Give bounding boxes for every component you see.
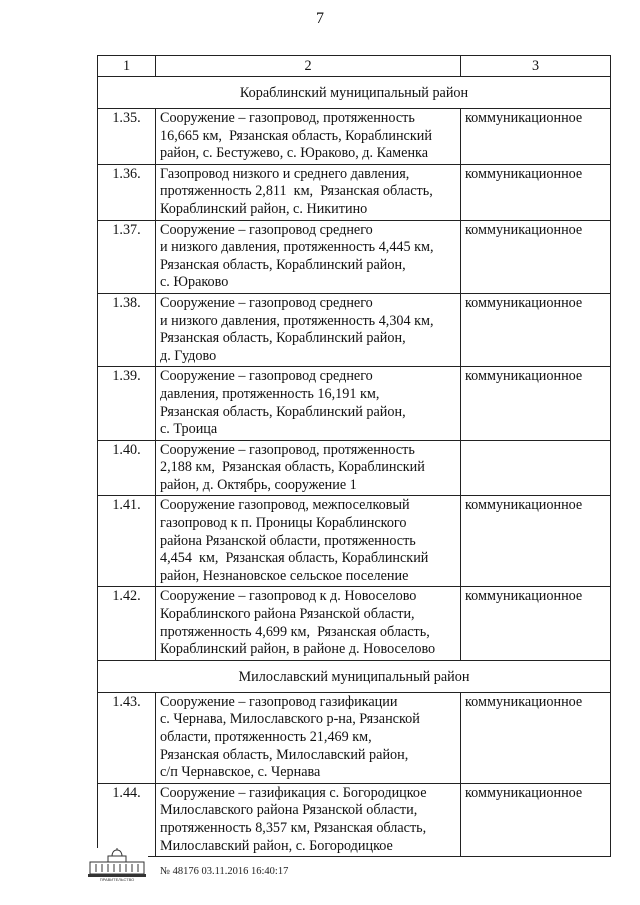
- object-description: [156, 220, 461, 293]
- section-row: [98, 660, 611, 692]
- table-row: [98, 293, 611, 366]
- description-line: Кораблинский район, с. Никитино: [160, 200, 368, 217]
- row-number: 1.37.: [98, 220, 156, 293]
- description-line: Сооружение – газопровод газификации: [160, 693, 398, 710]
- description-line: район, д. Октябрь, сооружение 1: [160, 476, 357, 493]
- description-line: и низкого давления, протяженность 4,445 км,: [160, 239, 434, 256]
- object-description: [156, 496, 461, 587]
- row-number: 1.38.: [98, 293, 156, 366]
- column-header: 2: [156, 56, 461, 77]
- description-line: с/п Чернавское, с. Чернава: [160, 764, 321, 781]
- description-line: Сооружение – газификация с. Богородицкое: [160, 784, 427, 801]
- description-line: Кораблинского района Рязанской области,: [160, 606, 415, 623]
- description-line: Милославского района Рязанской области,: [160, 802, 418, 819]
- description-line: Рязанская область, Кораблинский район,: [160, 403, 406, 420]
- registration-stamp: № 48176 03.11.2016 16:40:17: [160, 866, 289, 877]
- row-number: 1.40.: [98, 440, 156, 496]
- svg-text:ПРАВИТЕЛЬСТВО: ПРАВИТЕЛЬСТВО: [99, 877, 135, 882]
- description-line: Сооружение – газопровод среднего: [160, 221, 373, 238]
- object-type: коммуникационное: [461, 496, 611, 587]
- table-row: [98, 164, 611, 220]
- government-building-logo: [86, 848, 148, 882]
- row-number: 1.42.: [98, 587, 156, 660]
- section-row: [98, 77, 611, 109]
- object-type: коммуникационное: [461, 587, 611, 660]
- section-title: Милославский муниципальный район: [98, 660, 611, 692]
- object-description: [156, 692, 461, 783]
- description-line: Рязанская область, Кораблинский район,: [160, 330, 406, 347]
- description-line: Сооружение – газопровод среднего: [160, 294, 373, 311]
- row-number: 1.41.: [98, 496, 156, 587]
- table-row: [98, 783, 611, 856]
- table-row: [98, 220, 611, 293]
- object-type: коммуникационное: [461, 783, 611, 856]
- description-line: давления, протяженность 16,191 км,: [160, 385, 380, 402]
- description-line: д. Гудово: [160, 347, 217, 364]
- object-type: коммуникационное: [461, 367, 611, 440]
- description-line: и низкого давления, протяженность 4,304 км,: [160, 312, 434, 329]
- object-description: [156, 164, 461, 220]
- row-number: 1.35.: [98, 109, 156, 165]
- object-description: [156, 293, 461, 366]
- object-description: [156, 109, 461, 165]
- table-row: [98, 109, 611, 165]
- description-line: Сооружение – газопровод к д. Новоселово: [160, 588, 417, 605]
- property-table: [97, 55, 611, 857]
- description-line: Газопровод низкого и среднего давления,: [160, 165, 410, 182]
- description-line: Сооружение – газопровод, протяженность: [160, 441, 415, 458]
- description-line: район, с. Бестужево, с. Юраково, д. Каменка: [160, 145, 429, 162]
- column-header: 3: [461, 56, 611, 77]
- object-type: коммуникационное: [461, 164, 611, 220]
- object-description: [156, 440, 461, 496]
- description-line: 4,454 км, Рязанская область, Кораблинский: [160, 550, 429, 567]
- object-description: [156, 367, 461, 440]
- row-number: 1.36.: [98, 164, 156, 220]
- description-line: области, протяженность 21,469 км,: [160, 729, 372, 745]
- row-number: 1.44.: [98, 783, 156, 856]
- description-line: Сооружение газопровод, межпоселковый: [160, 497, 410, 514]
- object-description: [156, 587, 461, 660]
- table-row: [98, 692, 611, 783]
- description-line: газопровод к п. Проницы Кораблинского: [160, 515, 407, 532]
- page-number: 7: [316, 10, 324, 27]
- table-body: [98, 56, 611, 857]
- section-title: Кораблинский муниципальный район: [98, 77, 611, 109]
- row-number: 1.39.: [98, 367, 156, 440]
- description-line: с. Юраково: [160, 274, 229, 291]
- description-line: Кораблинский район, в районе д. Новоселово: [160, 641, 436, 658]
- description-line: Рязанская область, Кораблинский район,: [160, 256, 406, 273]
- description-line: с. Чернава, Милославского р-на, Рязанской: [160, 711, 420, 728]
- row-number: 1.43.: [98, 692, 156, 783]
- description-line: с. Троица: [160, 421, 218, 438]
- description-line: Сооружение – газопровод среднего: [160, 368, 373, 385]
- table-row: [98, 440, 611, 496]
- table-row: [98, 496, 611, 587]
- description-line: протяженность 8,357 км, Рязанская область,: [160, 819, 427, 836]
- description-line: район, Незнановское сельское поселение: [160, 567, 409, 584]
- object-description: [156, 783, 461, 856]
- object-type: коммуникационное: [461, 293, 611, 366]
- description-line: района Рязанской области, протяженность: [160, 532, 416, 549]
- column-header: 1: [98, 56, 156, 77]
- table-header-row: [98, 56, 611, 77]
- description-line: 16,665 км, Рязанская область, Кораблинский: [160, 127, 432, 144]
- document-footer: [86, 848, 386, 884]
- description-line: 2,188 км, Рязанская область, Кораблинский: [160, 459, 425, 476]
- description-line: Милославский район, с. Богородицкое: [160, 837, 393, 854]
- object-type: коммуникационное: [461, 692, 611, 783]
- object-type: [461, 440, 611, 496]
- object-type: коммуникационное: [461, 220, 611, 293]
- description-line: протяженность 2,811 км, Рязанская область,: [160, 183, 433, 200]
- description-line: Рязанская область, Милославский район,: [160, 746, 409, 763]
- table-row: [98, 367, 611, 440]
- description-line: Сооружение – газопровод, протяженность: [160, 110, 415, 126]
- table-row: [98, 587, 611, 660]
- object-type: коммуникационное: [461, 109, 611, 165]
- description-line: протяженность 4,699 км, Рязанская область,: [160, 623, 430, 640]
